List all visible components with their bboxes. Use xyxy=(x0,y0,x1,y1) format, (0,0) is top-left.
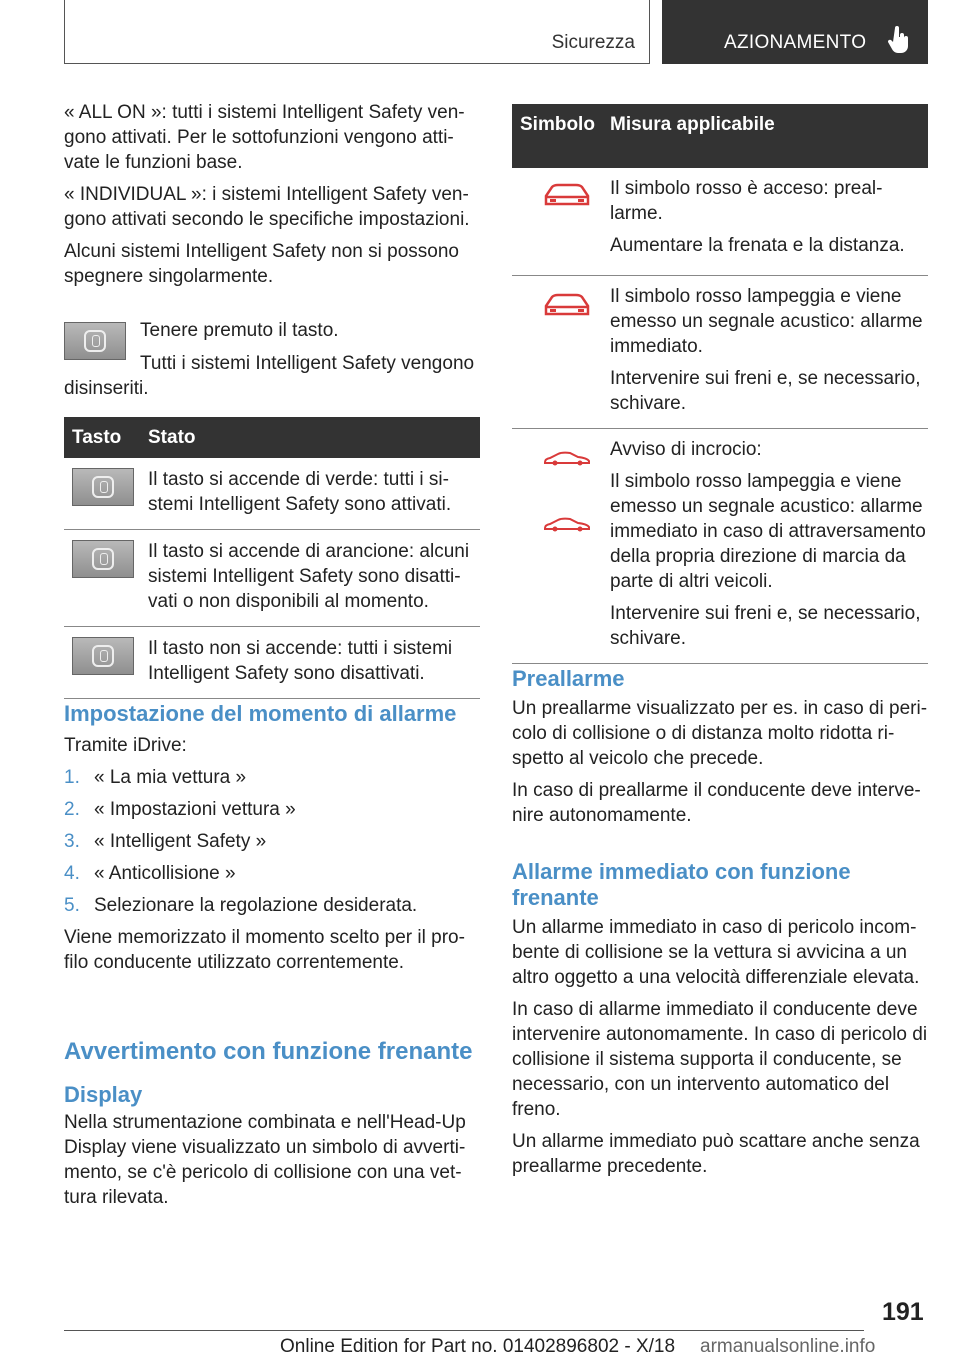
tramite-idrive: Tramite iDrive: xyxy=(64,735,187,756)
allarme-immediato-section xyxy=(512,859,928,1186)
hand-pointer-icon xyxy=(888,26,910,54)
paragraph-memo: Viene memorizzato il momento scelto per il profilo conducente utilizzato correntemente. xyxy=(64,927,465,973)
header-chapter-label: AZIONAMENTO xyxy=(724,32,867,53)
table-row xyxy=(64,458,480,530)
tasto-table-wrap xyxy=(64,417,480,699)
paragraph-imm2: In caso di allarme immediato il conducente deve intervenire autonomamente. In caso di pericolo di collisione il sistema supporta il conducente, se necessario, con un intervento automatico del freno. xyxy=(512,999,928,1120)
table-row xyxy=(512,168,928,276)
table-cell-state: Il tasto non si accende: tutti i sistemi Intelligent Safety sono disattivati. xyxy=(148,627,480,699)
paragraph-individual: « INDIVIDUAL »: i sistemi Intelligent Safety vengono attivati secondo le specifiche impostazioni. xyxy=(64,184,470,230)
row1-text-b: Aumentare la frenata e la distanza. xyxy=(610,235,905,256)
intelligent-safety-button-image xyxy=(64,322,126,360)
list-item: 5. Selezionare la regolazione desiderata. xyxy=(64,895,418,916)
car-warning-red-icon xyxy=(542,182,592,208)
row3-text-c: Intervenire sui freni e, se necessario, schivare. xyxy=(610,603,921,649)
simbolo-table-wrap xyxy=(512,104,928,664)
heading-allarme-immediato: Allarme immediato con funzione frenante xyxy=(512,859,851,910)
press-text-line2b: disinseriti. xyxy=(64,378,149,399)
paragraph-imm1: Un allarme immediato in caso di pericolo incombente di collisione se la vettura si avvicina a un altro oggetto a una velocità differenziale elevata. xyxy=(512,917,920,988)
paragraph-pre1: Un preallarme visualizzato per es. in caso di pericolo di collisione o di distanza molto ridotta rispetto al veicolo che precede. xyxy=(512,698,928,769)
footer-divider xyxy=(64,1330,864,1331)
list-item: 3. « Intelligent Safety » xyxy=(64,831,267,852)
left-column xyxy=(64,100,480,296)
paragraph-display: Nella strumentazione combinata e nell'Head-Up Display viene visualizzato un simbolo di avvertimento, se c'è pericolo di collisione con una vettura rilevata. xyxy=(64,1112,466,1208)
table-cell-state: Il tasto si accende di arancione: alcuni sistemi Intelligent Safety sono disattivati o non disponibili al momento. xyxy=(148,530,480,627)
green-button-image xyxy=(72,468,134,506)
car-warning-red-blinking-icon xyxy=(542,292,592,318)
footer-edition: Online Edition for Part no. 01402896802 - X/18 xyxy=(280,1336,676,1357)
table-header-misura: Misura applicabile xyxy=(610,104,928,168)
heading-avvertimento: Avvertimento con funzione frenante xyxy=(64,1038,473,1065)
heading-preallarme: Preallarme xyxy=(512,666,625,691)
press-button-block xyxy=(64,318,480,401)
press-text-line1: Tenere premuto il tasto. xyxy=(140,320,339,341)
row3-text-b: Il simbolo rosso lampeggia e viene emesso un segnale acustico: allarme immediato in caso di attraversamento della propria direzione di marcia da parte di altri veicoli. xyxy=(610,471,926,592)
orange-button-image xyxy=(72,540,134,578)
watermark-text: armanualsonline.info xyxy=(700,1336,876,1357)
heading-display: Display xyxy=(64,1082,143,1107)
header-section-box xyxy=(64,0,650,64)
crossing-car-icon xyxy=(542,517,592,533)
avvertimento-section xyxy=(64,1038,480,1217)
table-header-row xyxy=(512,104,928,168)
header-chapter-box xyxy=(662,0,928,64)
table-header-row xyxy=(64,417,480,458)
paragraph-pre2: In caso di preallarme il conducente deve intervenire autonomamente. xyxy=(512,780,921,826)
simbolo-misura-table xyxy=(512,104,928,664)
row3-text-a: Avviso di incrocio: xyxy=(610,439,762,460)
header-section-label: Sicurezza xyxy=(551,32,635,53)
press-text-line2a: Tutti i sistemi Intelligent Safety vengono xyxy=(140,353,475,374)
crossing-car-icon xyxy=(542,451,592,467)
paragraph-imm3: Un allarme immediato può scattare anche senza preallarme precedente. xyxy=(512,1131,920,1177)
tasto-stato-table xyxy=(64,417,480,699)
list-item: 1. « La mia vettura » xyxy=(64,767,247,788)
list-item: 2. « Impostazioni vettura » xyxy=(64,799,296,820)
table-row xyxy=(512,429,928,664)
table-row xyxy=(64,530,480,627)
impostazione-section xyxy=(64,701,480,982)
row2-text-b: Intervenire sui freni e, se necessario, schivare. xyxy=(610,368,921,414)
off-button-image xyxy=(72,637,134,675)
table-row xyxy=(512,276,928,429)
steps-list xyxy=(64,765,480,918)
list-item: 4. « Anticollisione » xyxy=(64,863,236,884)
paragraph-alcuni: Alcuni sistemi Intelligent Safety non si possono spegnere singolarmente. xyxy=(64,241,459,287)
row1-text-a: Il simbolo rosso è acceso: preallarme. xyxy=(610,178,883,224)
table-header-tasto: Tasto xyxy=(64,417,148,458)
table-row xyxy=(64,627,480,699)
table-header-simbolo: Simbolo xyxy=(512,104,610,168)
page-number: 191 xyxy=(882,1298,924,1326)
preallarme-section xyxy=(512,666,928,835)
table-header-stato: Stato xyxy=(148,417,480,458)
row2-text-a: Il simbolo rosso lampeggia e viene emesso un segnale acustico: allarme immediato. xyxy=(610,286,923,357)
paragraph-all-on: « ALL ON »: tutti i sistemi Intelligent Safety vengono attivati. Per le sottofunzioni vengono attivate le funzioni base. xyxy=(64,102,465,173)
table-cell-state: Il tasto si accende di verde: tutti i sistemi Intelligent Safety sono attivati. xyxy=(148,458,480,530)
heading-impostazione: Impostazione del momento di allarme xyxy=(64,701,457,726)
